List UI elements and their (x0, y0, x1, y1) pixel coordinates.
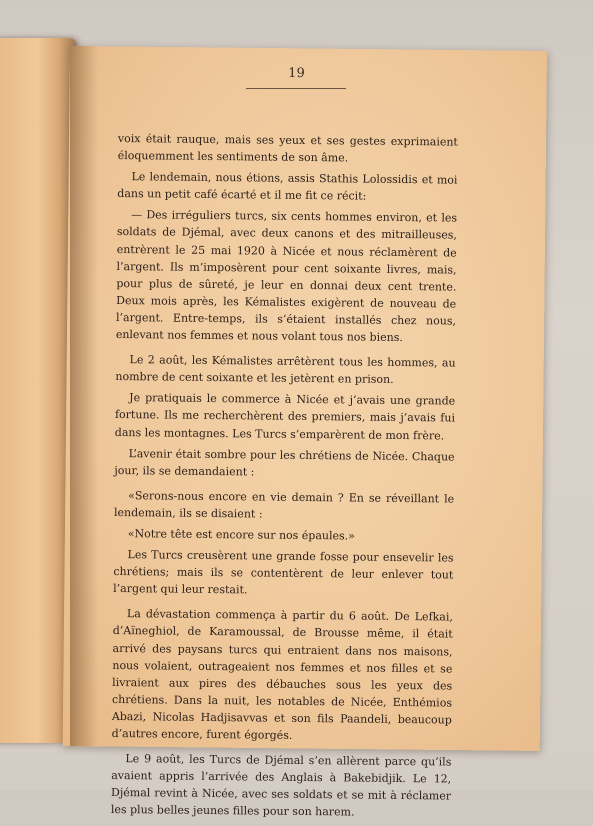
page-gutter-shadow (70, 46, 98, 746)
paragraph: Je pratiquais le commerce à Nicée et j’avais une grande fortune. Ils me recherchèrent des premiers, mais j’avais fui dans les montagnes. Les Turcs s’emparèrent de mon frère. (114, 391, 456, 442)
paragraph: Les Turcs creusèrent une grande fosse pour ensevelir les chrétiens; mais ils se contentèrent de leur enlever tout l’argent qui leur restait. (113, 548, 454, 597)
paragraph: L’avenir était sombre pour les chrétiens de Nicée. Chaque jour, ils se demandaient : (114, 446, 455, 479)
paragraph: «Serons-nous encore en vie demain ? En se réveillant le lendemain, ils se disaient : (113, 488, 455, 521)
paragraph: «Notre tête est encore sur nos épaules.» (127, 527, 356, 543)
page-text (111, 130, 458, 826)
page-number: 19 (288, 65, 305, 82)
paragraph: — Des irréguliers turcs, six cents hommes environ, et les soldats de Djémal, avec deux canons et des mitrailleuses, entrèrent le 25 mai 1920 à Nicée et nous réclamèrent de l’argent. Ils m’imposèrent pour cent soixante livres, mais, pour plus de sûreté, je leur en donnai deux cent trente. Deux mois après, les Kémalistes exigèrent de nouveau de l’argent. Entre-temps, ils s’étaient installés chez nous, enlevant nos femmes et nous volant tous nos biens. (115, 208, 458, 345)
paragraph: voix était rauque, mais ses yeux et ses gestes exprimaient éloquemment les sentiments de son âme. (117, 131, 458, 165)
paragraph: Le 9 août, les Turcs de Djémal s’en allèrent parce qu’ils avaient appris l’arrivée des Anglais à Bakebidjik. Le 12, Djémal revint à Nicée, avec ses soldats et se mit à réclamer les plus belles jeunes filles pour son harem. (110, 752, 452, 819)
paragraph: La dévastation commença à partir du 6 août. De Lefkai, d’Aïneghiol, de Karamoussal, de Brousse même, il était arrivé des paysans turcs qui entraient dans nos maisons, nous volaient, outrageaient nos femmes et nos filles et se livraient aux pires des débauches sous les yeux des chrétiens. Dans la nuit, les notables de Nicée, Enthémios Abazi, Nicolas Hadjisavvas et son fils Paandeli, beaucoup d’autres encore, furent égorgés. (111, 607, 453, 742)
paragraph: Le 2 août, les Kémalistes arrêtèrent tous les hommes, au nombre de cent soixante et les jetèrent en prison. (115, 353, 456, 387)
header-rule (246, 88, 346, 89)
paragraph: Le lendemain, nous étions, assis Stathis Lolossidis et moi dans un petit café écarté et il me fit ce récit: (117, 170, 458, 203)
